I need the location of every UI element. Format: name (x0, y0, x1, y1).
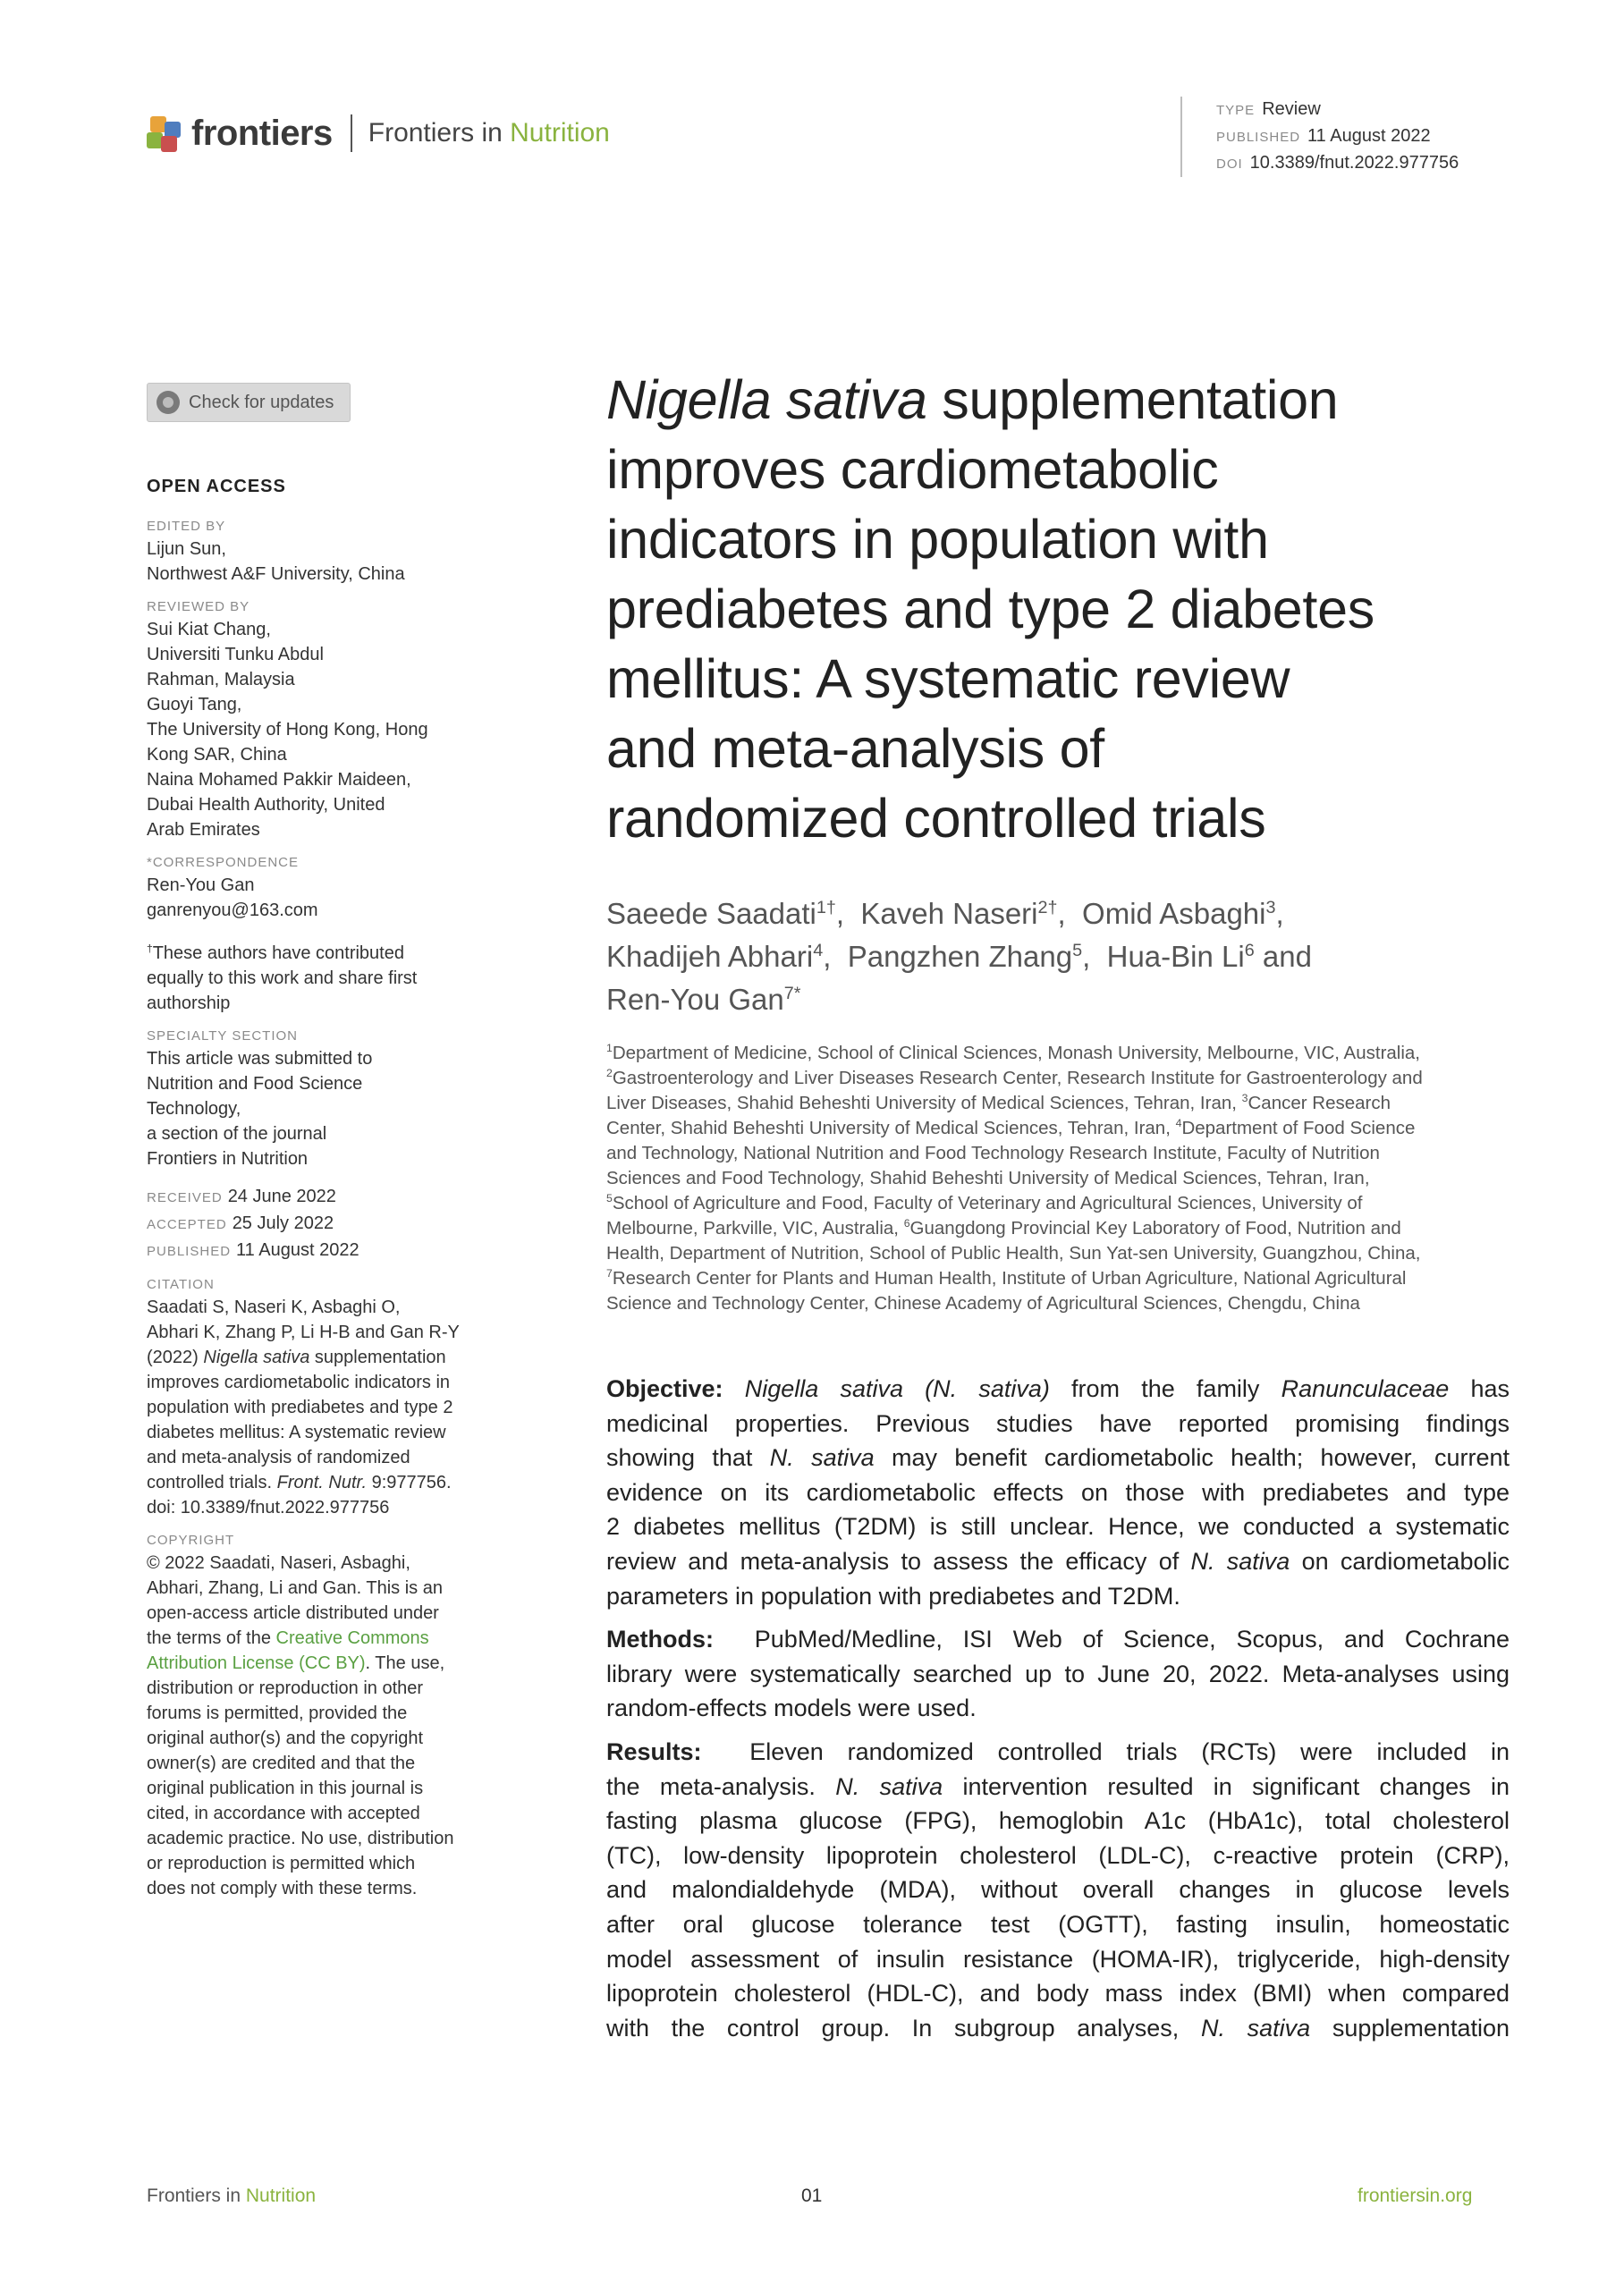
specialty-section-label: SPECIALTY SECTION (147, 1028, 298, 1044)
published-label: PUBLISHED (1216, 130, 1301, 145)
copyright-label: COPYRIGHT (147, 1533, 235, 1548)
doi-label: DOI (1216, 156, 1243, 172)
check-for-updates-button[interactable] (147, 383, 351, 422)
author-list: Saeede Saadati$^{1\dagger}$, Kaveh Naseri$^{2\dagger}$, Omid Asbaghi$^3$, Khadijeh Abhari$^4$, Pangzhen Zhang$^5$, Hua-Bin Li$^6$ and Ren-You Gan$^{7*}$ (606, 897, 1312, 1016)
citation-label: CITATION (147, 1277, 215, 1292)
abstract-results: Results: Eleven randomized controlled trials (RCTs) were included in the meta-analysis. N. sativa intervention resulted in significant changes in fasting plasma glucose (FPG), hemoglobin A1c (HbA1c), total cholesterol (TC), low-density lipoprotein cholesterol (LDL-C), c-reactive protein (CRP), and malondialdehyde (MDA), without overall changes in glucose levels after oral glucose tolerance test (OGTT), fasting insulin, homeostatic model assessment of insulin resistance (HOMA-IR), triglyceride, high-density lipoprotein cholesterol (HDL-C), and body mass index (BMI) when compared with the control group. In subgroup analyses, N. sativa supplementation (606, 1737, 1510, 2042)
citation: Saadati S, Naseri K, Asbaghi O, Abhari K, Zhang P, Li H-B and Gan R-Y (2022) Nigella sativa supplementation improves cardiometabolic indicators in population with prediabetes and type 2 diabetes mellitus: A systematic review and meta-analysis of randomized controlled trials. Front. Nutr. 9:977756. doi: 10.3389/fnut.2022.977756 (147, 1298, 460, 1517)
published-value: 11 August 2022 (1307, 126, 1431, 146)
journal-title: Frontiers in Nutrition (368, 118, 610, 148)
author-name[interactable]: Ren-You Gan (606, 983, 784, 1016)
footer-journal: Frontiers in Nutrition (147, 2185, 317, 2206)
author-name[interactable]: Hua-Bin Li (1106, 940, 1245, 973)
received-date: RECEIVED 24 June 2022 (147, 1187, 336, 1206)
cc-license-link-cont[interactable]: Attribution License (CC BY) (147, 1653, 366, 1673)
correspondence-label: *CORRESPONDENCE (147, 855, 300, 870)
reviewers: Sui Kiat Chang, Universiti Tunku Abdul Rahman, Malaysia Guoyi Tang, The University of Hong Kong, Hong Kong SAR, China Naina Mohamed Pakkir Maideen, Dubai Health Authority, United Arab Emirates (147, 620, 428, 840)
reviewed-by-label: REVIEWED BY (147, 599, 250, 614)
affiliations: $^1$Department of Medicine, School of Clinical Sciences, Monash University, Melbourne, VIC, Australia, $^2$Gastroenterology and Liver Diseases Research Center, Research Institute for Gastroenterology and Liver Diseases, Shahid Beheshti University of Medical Sciences, Tehran, Iran, $^3$Cancer Research Center, Shahid Beheshti University of Medical Sciences, Tehran, Iran, $^4$Department of Food Science and Technology, National Nutrition and Food Technology Research Institute, Faculty of Nutrition Sciences and Food Technology, Shahid Beheshti University of Medical Sciences, Tehran, Iran, $^5$School of Agriculture and Food, Faculty of Veterinary and Agricultural Sciences, University of Melbourne, Parkville, VIC, Australia, $^6$Guangdong Provincial Key Laboratory of Food, Nutrition and Health, Department of Nutrition, School of Public Health, Sun Yat-sen University, Guangzhou, China, $^7$Research Center for Plants and Human Health, Institute of Urban Agriculture, National Agricultural Science and Technology Center, Chinese Academy of Agricultural Sciences, Chengdu, China (606, 1042, 1423, 1314)
open-access-label: OPEN ACCESS (147, 477, 286, 496)
page-number: 01 (801, 2185, 823, 2206)
brand-name: frontiers (191, 113, 333, 153)
cc-license-link[interactable]: Creative Commons (275, 1628, 429, 1648)
copyright: © 2022 Saadati, Naseri, Asbaghi, Abhari, Zhang, Li and Gan. This is an open-access article distributed under the terms of the Creative Commons Attribution License (CC BY). The use, distribution or reproduction in other forums is permitted, provided the original author(s) and the copyright owner(s) are credited and that the original publication in this journal is cited, in accordance with accepted academic practice. No use, distribution or reproduction is permitted which does not comply with these terms. (147, 1553, 454, 1898)
journal-logo[interactable] (147, 111, 610, 156)
logo-divider (351, 114, 352, 152)
footer-site-link[interactable]: frontiersin.org (1358, 2185, 1473, 2206)
author-name[interactable]: Pangzhen Zhang (847, 940, 1073, 973)
correspondence (147, 873, 513, 923)
article-dates (147, 1184, 513, 1264)
article-meta (1180, 97, 1459, 177)
editor: Lijun Sun, Northwest A&F University, China (147, 539, 405, 584)
check-for-updates-label: Check for updates (189, 392, 334, 412)
author-name[interactable]: Khadijeh Abhari (606, 940, 814, 973)
abstract-objective: Objective: Nigella sativa (N. sativa) from the family Ranunculaceae has medicinal properties. Previous studies have reported promising findings showing that N. sativa may benefit cardiometabolic health; however, current evidence on its cardiometabolic effects on those with prediabetes and type 2 diabetes mellitus (T2DM) is still unclear. Hence, we conducted a systematic review and meta-analysis to assess the efficacy of N. sativa on cardiometabolic parameters in population with prediabetes and T2DM. (606, 1375, 1510, 1610)
author-name[interactable]: Saeede Saadati (606, 897, 816, 930)
article-title: Nigella sativa supplementation improves cardiometabolic indicators in population with prediabetes and type 2 diabetes mellitus: A systematic review and meta-analysis of randomized controlled trials (606, 369, 1374, 849)
type-value: Review (1262, 99, 1321, 119)
equal-contribution-note: †These authors have contributed equally to this work and share first authorship (147, 942, 418, 1013)
edited-by-label: EDITED BY (147, 519, 226, 534)
doi-value[interactable]: 10.3389/fnut.2022.977756 (1249, 153, 1459, 173)
author-name[interactable]: Omid Asbaghi (1082, 897, 1266, 930)
specialty-section: This article was submitted to Nutrition and Food Science Technology, a section of the journal Frontiers in Nutrition (147, 1049, 373, 1169)
correspondent-name: Ren-You Gan (147, 875, 255, 895)
type-label: TYPE (1216, 103, 1256, 118)
author-name[interactable]: Kaveh Naseri (860, 897, 1038, 930)
article-sidebar (147, 474, 513, 1906)
correspondent-email[interactable]: ganrenyou@163.com (147, 900, 318, 920)
update-check-icon (156, 391, 180, 414)
published-date: PUBLISHED 11 August 2022 (147, 1240, 359, 1260)
frontiers-logo-icon (147, 113, 182, 154)
abstract (606, 1372, 1510, 2054)
accepted-date: ACCEPTED 25 July 2022 (147, 1213, 334, 1233)
abstract-methods: Methods: PubMed/Medline, ISI Web of Science, Scopus, and Cochrane library were systematically searched up to June 20, 2022. Meta-analyses using random-effects models were used. (606, 1626, 1510, 1722)
